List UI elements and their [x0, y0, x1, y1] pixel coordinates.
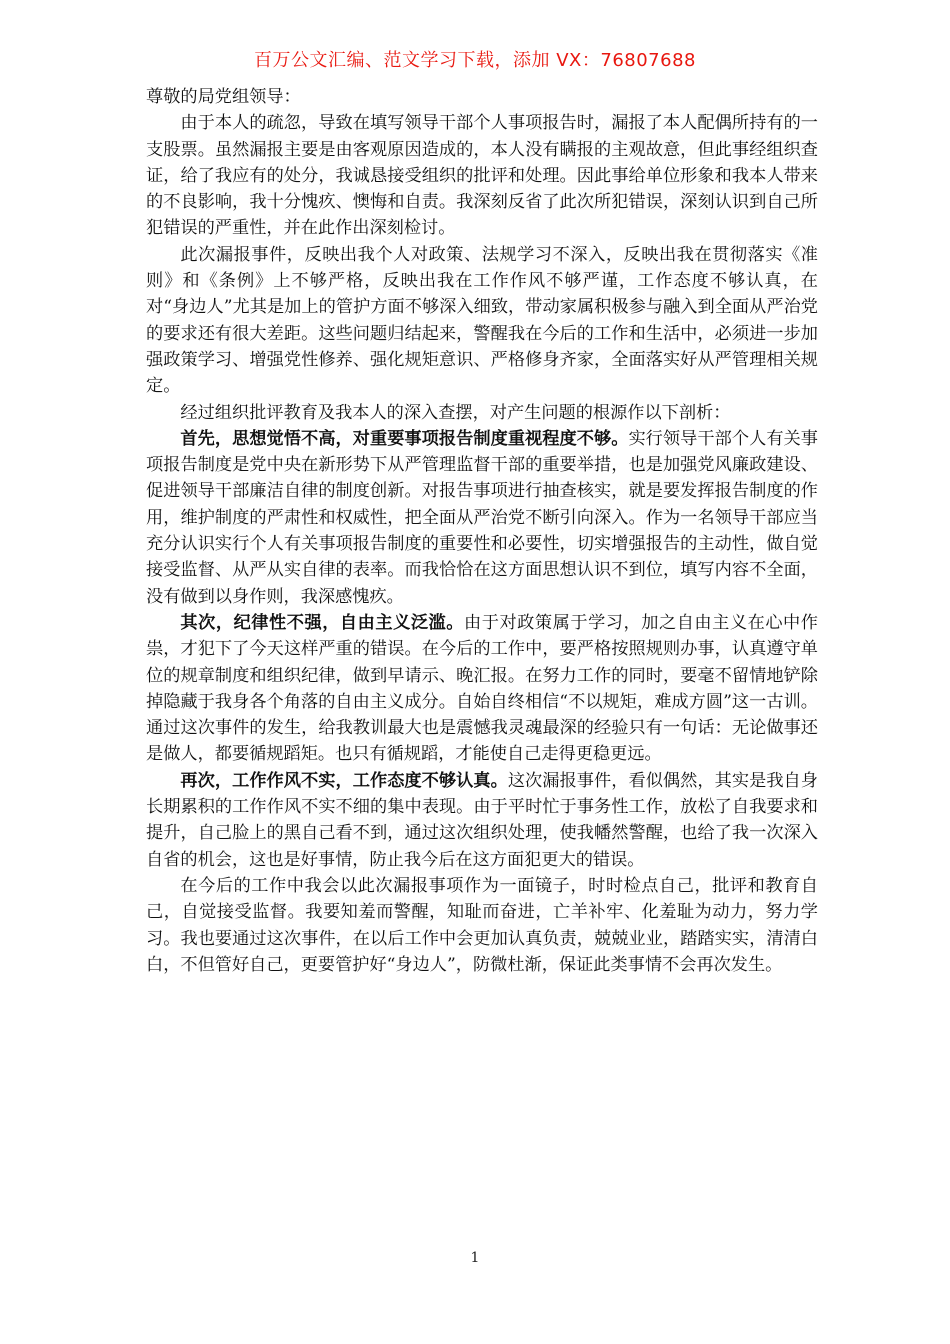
page-number: 1 [470, 1250, 480, 1266]
paragraph-heading: 首先，思想觉悟不高，对重要事项报告制度重视程度不够。 [180, 428, 629, 449]
document-body [146, 84, 818, 978]
paragraph-4 [146, 426, 818, 610]
header-banner: 百万公文汇编、范文学习下载，添加 VX：76807688 [254, 50, 696, 71]
paragraph-text: 由于对政策属于学习，加之自由主义在心中作祟，才犯下了今天这样严重的错误。在今后的工作中，要严格按照规则办事，认真遵守单位的规章制度和组织纪律，做到早请示、晚汇报。在努力工作的同时，要毫不留情地铲除掉隐藏于我身各个角落的自由主义成分。自始自终相信“不以规矩，难成方圆”这一古训。通过这次事件的发生，给我教训最大也是震憾我灵魂最深的经验只有一句话：无论做事还是做人，都要循规蹈矩。也只有循规蹈，才能使自己走得更稳更远。 [146, 612, 818, 765]
salutation: 尊敬的局党组领导： [146, 87, 301, 107]
paragraph-3 [146, 400, 818, 426]
paragraph-text: 经过组织批评教育及我本人的深入查摆，对产生问题的根源作以下剖析： [180, 402, 731, 423]
paragraph-2 [146, 242, 818, 400]
paragraph-7 [146, 873, 818, 978]
paragraph-text: 此次漏报事件，反映出我个人对政策、法规学习不深入，反映出我在贯彻落实《准则》和《条例》上不够严格，反映出我在工作作风不够严谨，工作态度不够认真，在对“身边人”尤其是加上的管护方面不够深入细致，带动家属积极参与融入到全面从严治党的要求还有很大差距。这些问题归结起来，警醒我在今后的工作和生活中，必须进一步加强政策学习、增强党性修养、强化规矩意识、严格修身齐家，全面落实好从严管理相关规定。 [146, 244, 818, 397]
paragraph-1 [146, 110, 818, 241]
paragraph-text: 由于本人的疏忽，导致在填写领导干部个人事项报告时，漏报了本人配偶所持有的一支股票。虽然漏报主要是由客观原因造成的，本人没有瞒报的主观故意，但此事经组织查证，给了我应有的处分，我诚恳接受组织的批评和处理。因此事给单位形象和我本人带来的不良影响，我十分愧疚、懊悔和自责。我深刻反省了此次所犯错误，深刻认识到自己所犯错误的严重性，并在此作出深刻检讨。 [146, 113, 818, 239]
paragraph-heading: 其次，纪律性不强，自由主义泛滥。 [180, 612, 464, 633]
paragraph-6 [146, 768, 818, 873]
paragraph-5 [146, 610, 818, 768]
paragraph-text: 实行领导干部个人有关事项报告制度是党中央在新形势下从严管理监督干部的重要举措，也是加强党风廉政建设、促进领导干部廉洁自律的制度创新。对报告事项进行抽查核实，就是要发挥报告制度的作用，维护制度的严肃性和权威性，把全面从严治党不断引向深入。作为一名领导干部应当充分认识实行个人有关事项报告制度的重要性和必要性，切实增强报告的主动性，做自觉接受监督、从严从实自律的表率。而我恰恰在这方面思想认识不到位，填写内容不全面，没有做到以身作则，我深感愧疚。 [146, 428, 818, 607]
paragraph-text: 这次漏报事件，看似偶然，其实是我自身长期累积的工作作风不实不细的集中表现。由于平时忙于事务性工作，放松了自我要求和提升，自己脸上的黑自己看不到，通过这次组织处理，使我幡然警醒，也给了我一次深入自省的机会，这也是好事情，防止我今后在这方面犯更大的错误。 [146, 770, 818, 870]
paragraph-heading: 再次，工作作风不实，工作态度不够认真。 [180, 770, 508, 791]
paragraph-text: 在今后的工作中我会以此次漏报事项作为一面镜子，时时检点自己，批评和教育自己，自觉接受监督。我要知羞而警醒，知耻而奋进，亡羊补牢、化羞耻为动力，努力学习。我也要通过这次事件，在以后工作中会更加认真负责，兢兢业业，踏踏实实，清清白白，不但管好自己，更要管护好“身边人”，防微杜渐，保证此类事情不会再次发生。 [146, 875, 818, 975]
